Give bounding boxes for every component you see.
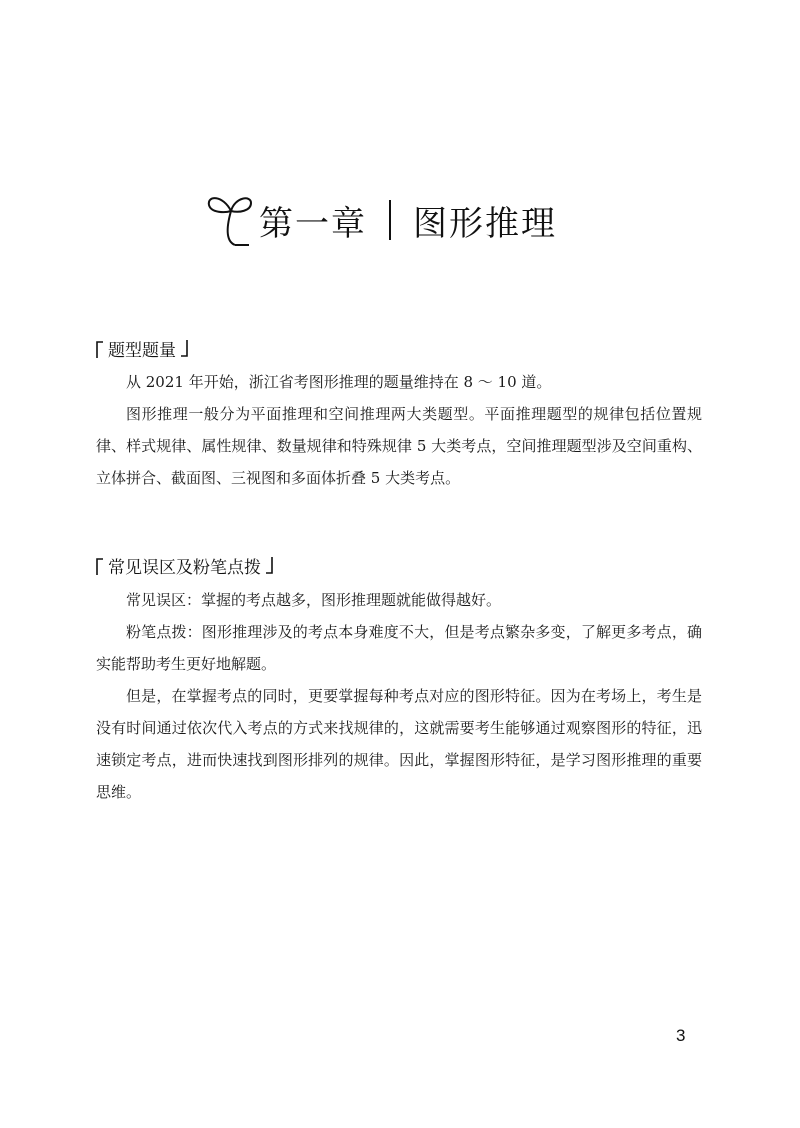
sprout-icon: [205, 189, 255, 251]
paragraph: 从 2021 年开始，浙江省考图形推理的题量维持在 8 ～ 10 道。: [126, 373, 552, 391]
section-heading-misconceptions: [94, 553, 275, 578]
right-bracket-icon: [180, 339, 190, 359]
left-bracket-icon: [94, 556, 104, 576]
page-number: 3: [676, 1026, 686, 1045]
chapter-heading: [205, 185, 557, 255]
right-bracket-icon: [265, 556, 275, 576]
section-body-misconceptions: [96, 584, 702, 808]
left-bracket-icon: [94, 339, 104, 359]
paragraph: 但是，在掌握考点的同时，更要掌握每种考点对应的图形特征。因为在考场上，考生是没有时间通过依次代入考点的方式来找规律的，这就需要考生能够通过观察图形的特征，迅速锁定考点，进而快速找到图形排列的规律。因此，掌握图形特征，是学习图形推理的重要思维。: [96, 687, 702, 801]
section-heading-text: 题型题量: [108, 341, 176, 361]
chapter-number: 第一章: [259, 203, 367, 244]
paragraph: 图形推理一般分为平面推理和空间推理两大类题型。平面推理题型的规律包括位置规律、样式规律、属性规律、数量规律和特殊规律 5 大类考点，空间推理题型涉及空间重构、立体拼合、截面图、三视图和多面体折叠 5 大类考点。: [96, 405, 702, 487]
chapter-divider: [389, 200, 391, 240]
section-heading-text: 常见误区及粉笔点拨: [108, 558, 261, 578]
section-heading-question-types: [94, 336, 190, 361]
chapter-title: 图形推理: [413, 203, 557, 244]
paragraph: 粉笔点拨：图形推理涉及的考点本身难度不大，但是考点繁杂多变，了解更多考点，确实能帮助考生更好地解题。: [96, 623, 702, 673]
section-body-question-types: [96, 366, 702, 494]
paragraph: 常见误区：掌握的考点越多，图形推理题就能做得越好。: [126, 591, 502, 609]
